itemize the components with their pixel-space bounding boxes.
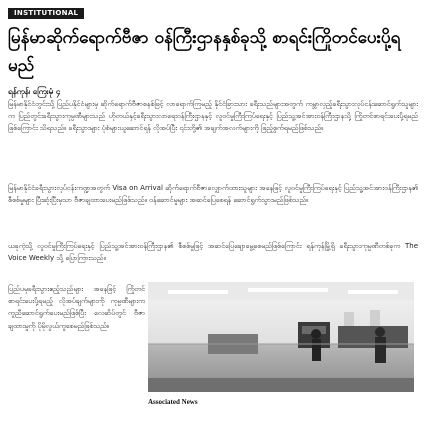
article-paragraph-2: မြန်မာနိုင်ငံခရီးသွားလုပ်ငန်းကဏ္ဍအတွက် Visa on Arrival ဆိုက်ရောက်ဗီဇာလျှောက်ထားသူများ အနေဖြင့် လူဝင်မှုကြီးကြပ်ရေးနှင့် ပြည်သူ့အင်အားဝန်ကြီးဌာန၏ စီစစ်မှုများ ပြီးဆုံးပြီးမှသာ ဗီဇာချထားပေးမည်ဖြစ်သည်။ ဝန်ဆောင်မှုများ အဆင်ပြေစေရန် ဆောင်ရွက်သွားမည်ဖြစ်သည်။ — [8, 184, 418, 205]
article-paragraph-1: မြန်မာနိုင်ငံတွင်းသို့ ပြည်ပနိုင်ငံများမှ ဆိုက်ရောက်ဗီဇာစနစ်ဖြင့် လာရောက်ကြမည့် နိုင်ငံခြားသား ခရီးသည်များအတွက် ကမ္ဘာလှည့်ခရီးသွားလုပ်ငန်းဆောင်ရွက်သူများက ပြည်တွင်းခရီးသွားကုမ္ပဏီများသည် ဟိုတယ်နှင့်ခရီးသွားလာရေးဝန်ကြီးဌာနနှင့် လူဝင်မှုကြီးကြပ်ရေးနှင့် ပြည်သူ့အင်အားဝန်ကြီးဌာနသို့ ကြိုတင်စာရင်းပေးပို့ရမည်ဖြစ်ကြောင်း သိရသည်။ ခရီးသွားများ ပုံစံများယူဆောင်ရန် လိုအပ်ပြီး ၎င်းတို့၏ အချက်အလက်များကို ဖြည့်စွက်ရမည်ဖြစ်သည်။ — [8, 100, 418, 133]
photo-credit: Associated News — [148, 398, 198, 406]
sidebar-text: ပြည်ပမှခရီးသွားဧည့်သည်များ အနေဖြင့် ကြိုတင်စာရင်းပေးပို့ရမည့် လိုအပ်ချက်များကို ကုမ္ပဏီများက ကူညီဆောင်ရွက်ပေးမည်ဖြစ်ပြီး လေဆိပ်တွင် ဗီဇာချထားမှုကို ပိုမိုလွယ်ကူစေမည်ဖြစ်သည်။ — [8, 285, 145, 330]
airport-photo — [148, 282, 414, 392]
byline: ရန်ကုန်၊ ကြေးမုံ ၄ — [8, 87, 61, 96]
headline: မြန်မာဆိုက်ရောက်ဗီဇာ ဝန်ကြီးဌာနနှစ်ခုသို့ စာရင်းကြိုတင်ပေးပို့ရမည် — [8, 28, 401, 76]
section-tag: INSTITUTIONAL — [8, 8, 84, 19]
article-paragraph-3: ယခုကဲ့သို့ လူဝင်မှုကြီးကြပ်ရေးနှင့် ပြည်သူ့အင်အားဝန်ကြီးဌာန၏ စီစစ်မှုဖြင့် အဆင်ပြေချောမွေ့စေမည်ဖြစ်ကြောင်း ရန်ကုန်မြို့ရှိ ခရီးသွားကုမ္ပဏီတစ်ခုက The Voice Weekly သို့ ပြောကြားသည်။ — [8, 242, 418, 263]
